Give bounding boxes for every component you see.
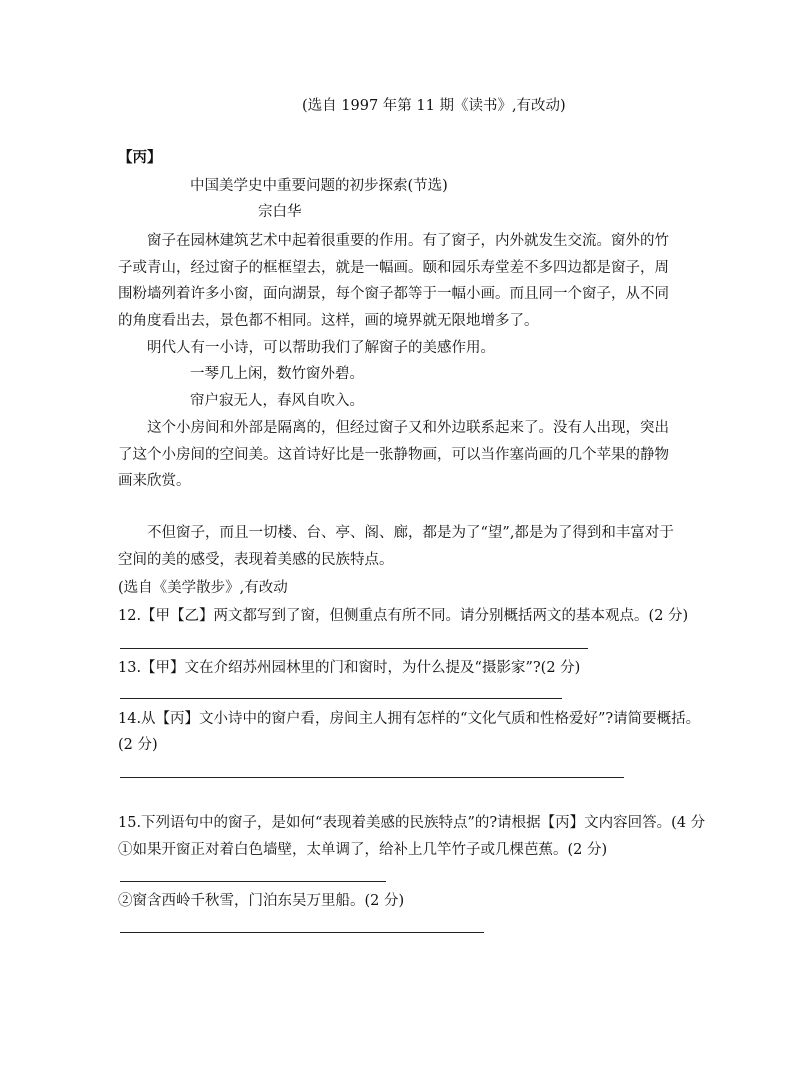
- paragraph-text: 这个小房间和外部是隔离的，但经过窗子又和外边联系起来了。没有人出现，突出了这个小房间的空间美。这首诗好比是一张静物画，可以当作塞尚画的几个苹果的静物画来欣赏。: [118, 420, 669, 490]
- answer-line-15-2[interactable]: [120, 932, 484, 933]
- question-12: 12.【甲【乙】两文都写到了窗，但侧重点有所不同。请分别概括两文的基本观点。(2 分): [118, 608, 689, 624]
- paragraph-1: [118, 228, 678, 334]
- question-15-item-1: ①如果开窗正对着白色墙壁，太单调了，给补上几竿竹子或几棵芭蕉。(2 分): [118, 842, 608, 858]
- article-author: 宗白华: [258, 204, 302, 220]
- answer-line-13[interactable]: [120, 698, 562, 699]
- paragraph-text: 不但窗子，而且一切楼、台、亭、阁、廊，都是为了“望”,都是为了得到和丰富对于空间的美的感受，表现着美感的民族特点。: [118, 525, 674, 568]
- paragraph-2: [118, 335, 678, 362]
- source-citation-bottom: (选自《美学散步》,有改动: [118, 580, 288, 596]
- question-15-item-2: ②窗含西岭千秋雪，门泊东吴万里船。(2 分): [118, 893, 405, 909]
- question-14-points: (2 分): [118, 737, 158, 753]
- answer-line-15-1[interactable]: [120, 881, 386, 882]
- article-title: 中国美学史中重要问题的初步探索(节选): [190, 178, 448, 194]
- question-14: 14.从【丙】文小诗中的窗户看，房间主人拥有怎样的“文化气质和性格爱好”?请简要概括。: [118, 711, 701, 727]
- poem-line-1: 一琴几上闲，数竹窗外碧。: [190, 366, 364, 382]
- paragraph-3: [118, 415, 678, 495]
- question-13: 13.【甲】文在介绍苏州园林里的门和窗时，为什么提及“摄影家”?(2 分): [118, 660, 581, 676]
- source-citation-top: (选自 1997 年第 11 期《读书》,有改动): [302, 98, 566, 114]
- section-label: 【丙】: [118, 149, 162, 166]
- answer-line-14[interactable]: [120, 777, 624, 778]
- paragraph-text: 窗子在园林建筑艺术中起着很重要的作用。有了窗子，内外就发生交流。窗外的竹子或青山，经过窗子的框框望去，就是一幅画。颐和园乐寿堂差不多四边都是窗子，周围粉墙列着许多小窗，面向湖景，每个窗子都等于一幅小画。而且同一个窗子，从不同的角度看出去，景色都不相同。这样，画的境界就无限地增多了。: [118, 233, 669, 329]
- question-15: 15.下列语句中的窗子，是如何“表现着美感的民族特点”的?请根据【丙】文内容回答。(4 分: [118, 815, 706, 831]
- paragraph-4: [118, 520, 678, 573]
- poem-line-2: 帘户寂无人，春风自吹入。: [190, 393, 364, 409]
- paragraph-text: 明代人有一小诗，可以帮助我们了解窗子的美感作用。: [147, 340, 495, 356]
- answer-line-12[interactable]: [120, 648, 588, 649]
